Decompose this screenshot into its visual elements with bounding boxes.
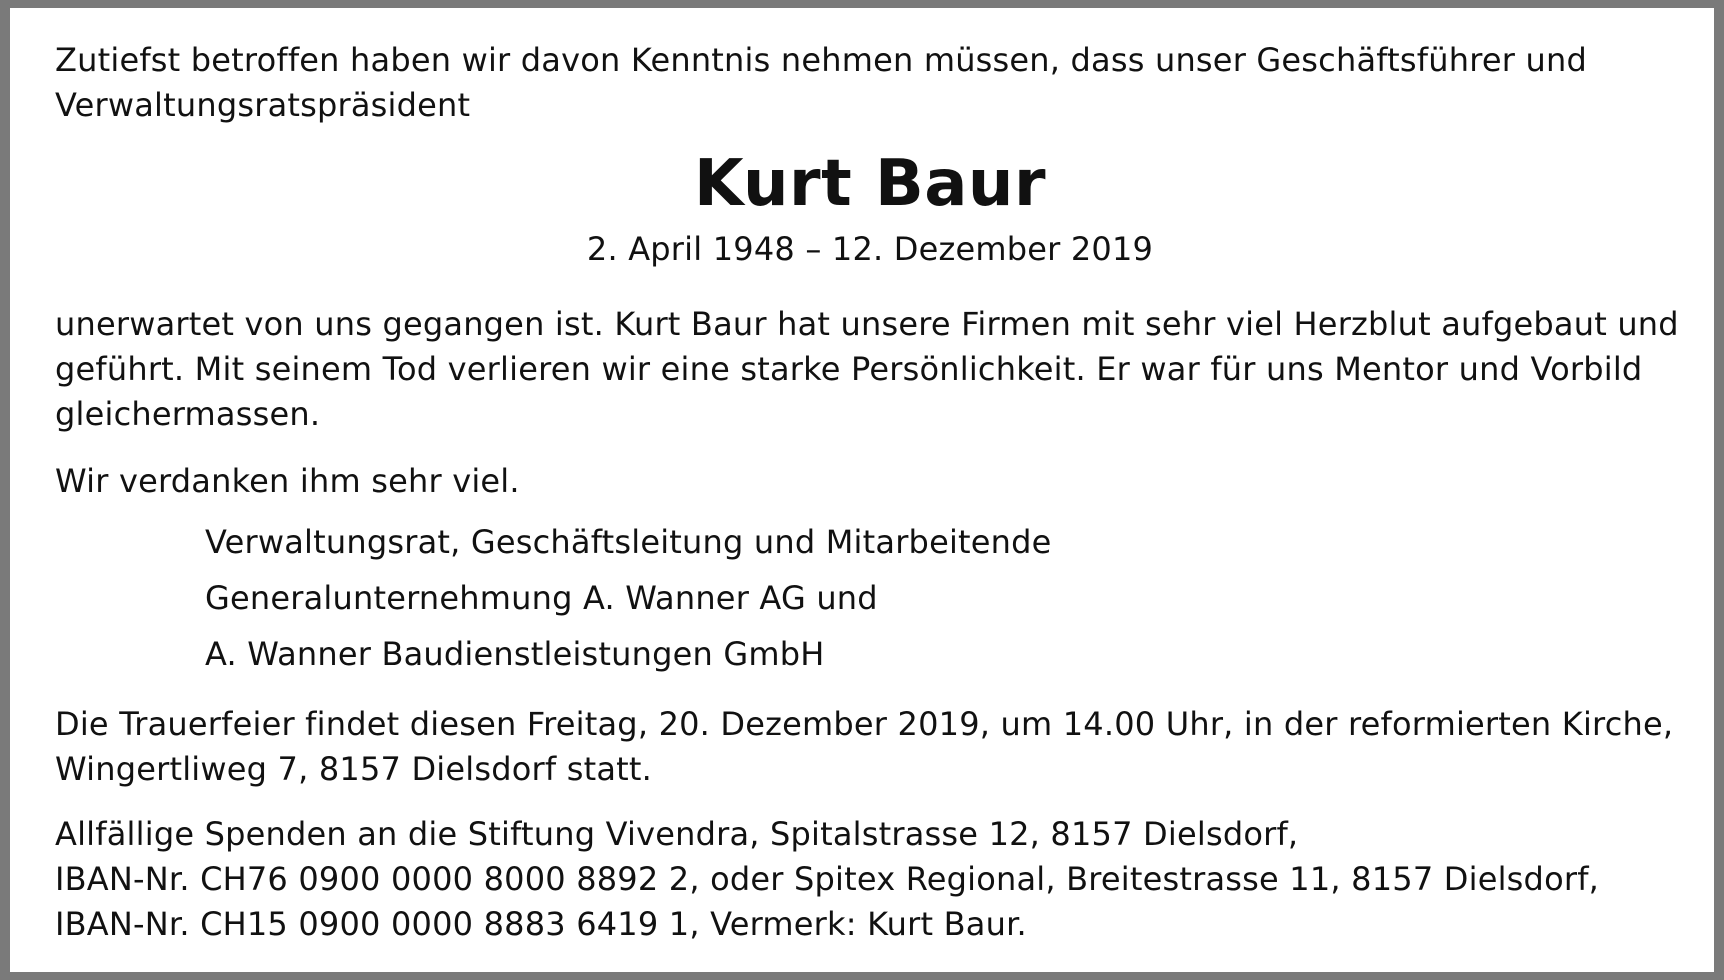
life-dates: 2. April 1948 – 12. Dezember 2019 — [586, 230, 1154, 268]
signatories-block — [205, 514, 1685, 682]
donations-paragraph — [55, 812, 1685, 947]
body-line: gleichermassen. — [55, 395, 321, 433]
donation-line: IBAN-Nr. CH15 0900 0000 8883 6419 1, Vermerk: Kurt Baur. — [55, 905, 1027, 943]
body-line: unerwartet von uns gegangen ist. Kurt Baur hat unsere Firmen mit sehr viel Herzblut aufgebaut und — [55, 305, 1679, 343]
donation-line: Allfällige Spenden an die Stiftung Vivendra, Spitalstrasse 12, 8157 Dielsdorf, — [55, 815, 1299, 853]
donation-line: IBAN-Nr. CH76 0900 0000 8000 8892 2, oder Spitex Regional, Breitestrasse 11, 8157 Dielsdorf, — [55, 860, 1600, 898]
body-line: geführt. Mit seinem Tod verlieren wir eine starke Persönlichkeit. Er war für uns Mentor und Vorbild — [55, 350, 1643, 388]
ceremony-paragraph — [55, 702, 1685, 792]
intro-paragraph — [55, 38, 1685, 128]
ceremony-line: Die Trauerfeier findet diesen Freitag, 20. Dezember 2019, um 14.00 Uhr, in der reformierten Kirche, — [55, 705, 1674, 743]
body-paragraph — [55, 302, 1685, 437]
signatory-line: A. Wanner Baudienstleistungen GmbH — [205, 635, 825, 673]
signatory-line: Verwaltungsrat, Geschäftsleitung und Mitarbeitende — [205, 523, 1052, 561]
intro-line: Verwaltungsratspräsident — [55, 86, 471, 124]
obituary-notice — [55, 38, 1685, 947]
ceremony-line: Wingertliweg 7, 8157 Dielsdorf statt. — [55, 750, 653, 788]
intro-line: Zutiefst betroffen haben wir davon Kenntnis nehmen müssen, dass unser Geschäftsführer und — [55, 41, 1587, 79]
thanks-line: Wir verdanken ihm sehr viel. — [55, 462, 520, 500]
deceased-name: Kurt Baur — [693, 147, 1047, 221]
signatory-line: Generalunternehmung A. Wanner AG und — [205, 579, 878, 617]
